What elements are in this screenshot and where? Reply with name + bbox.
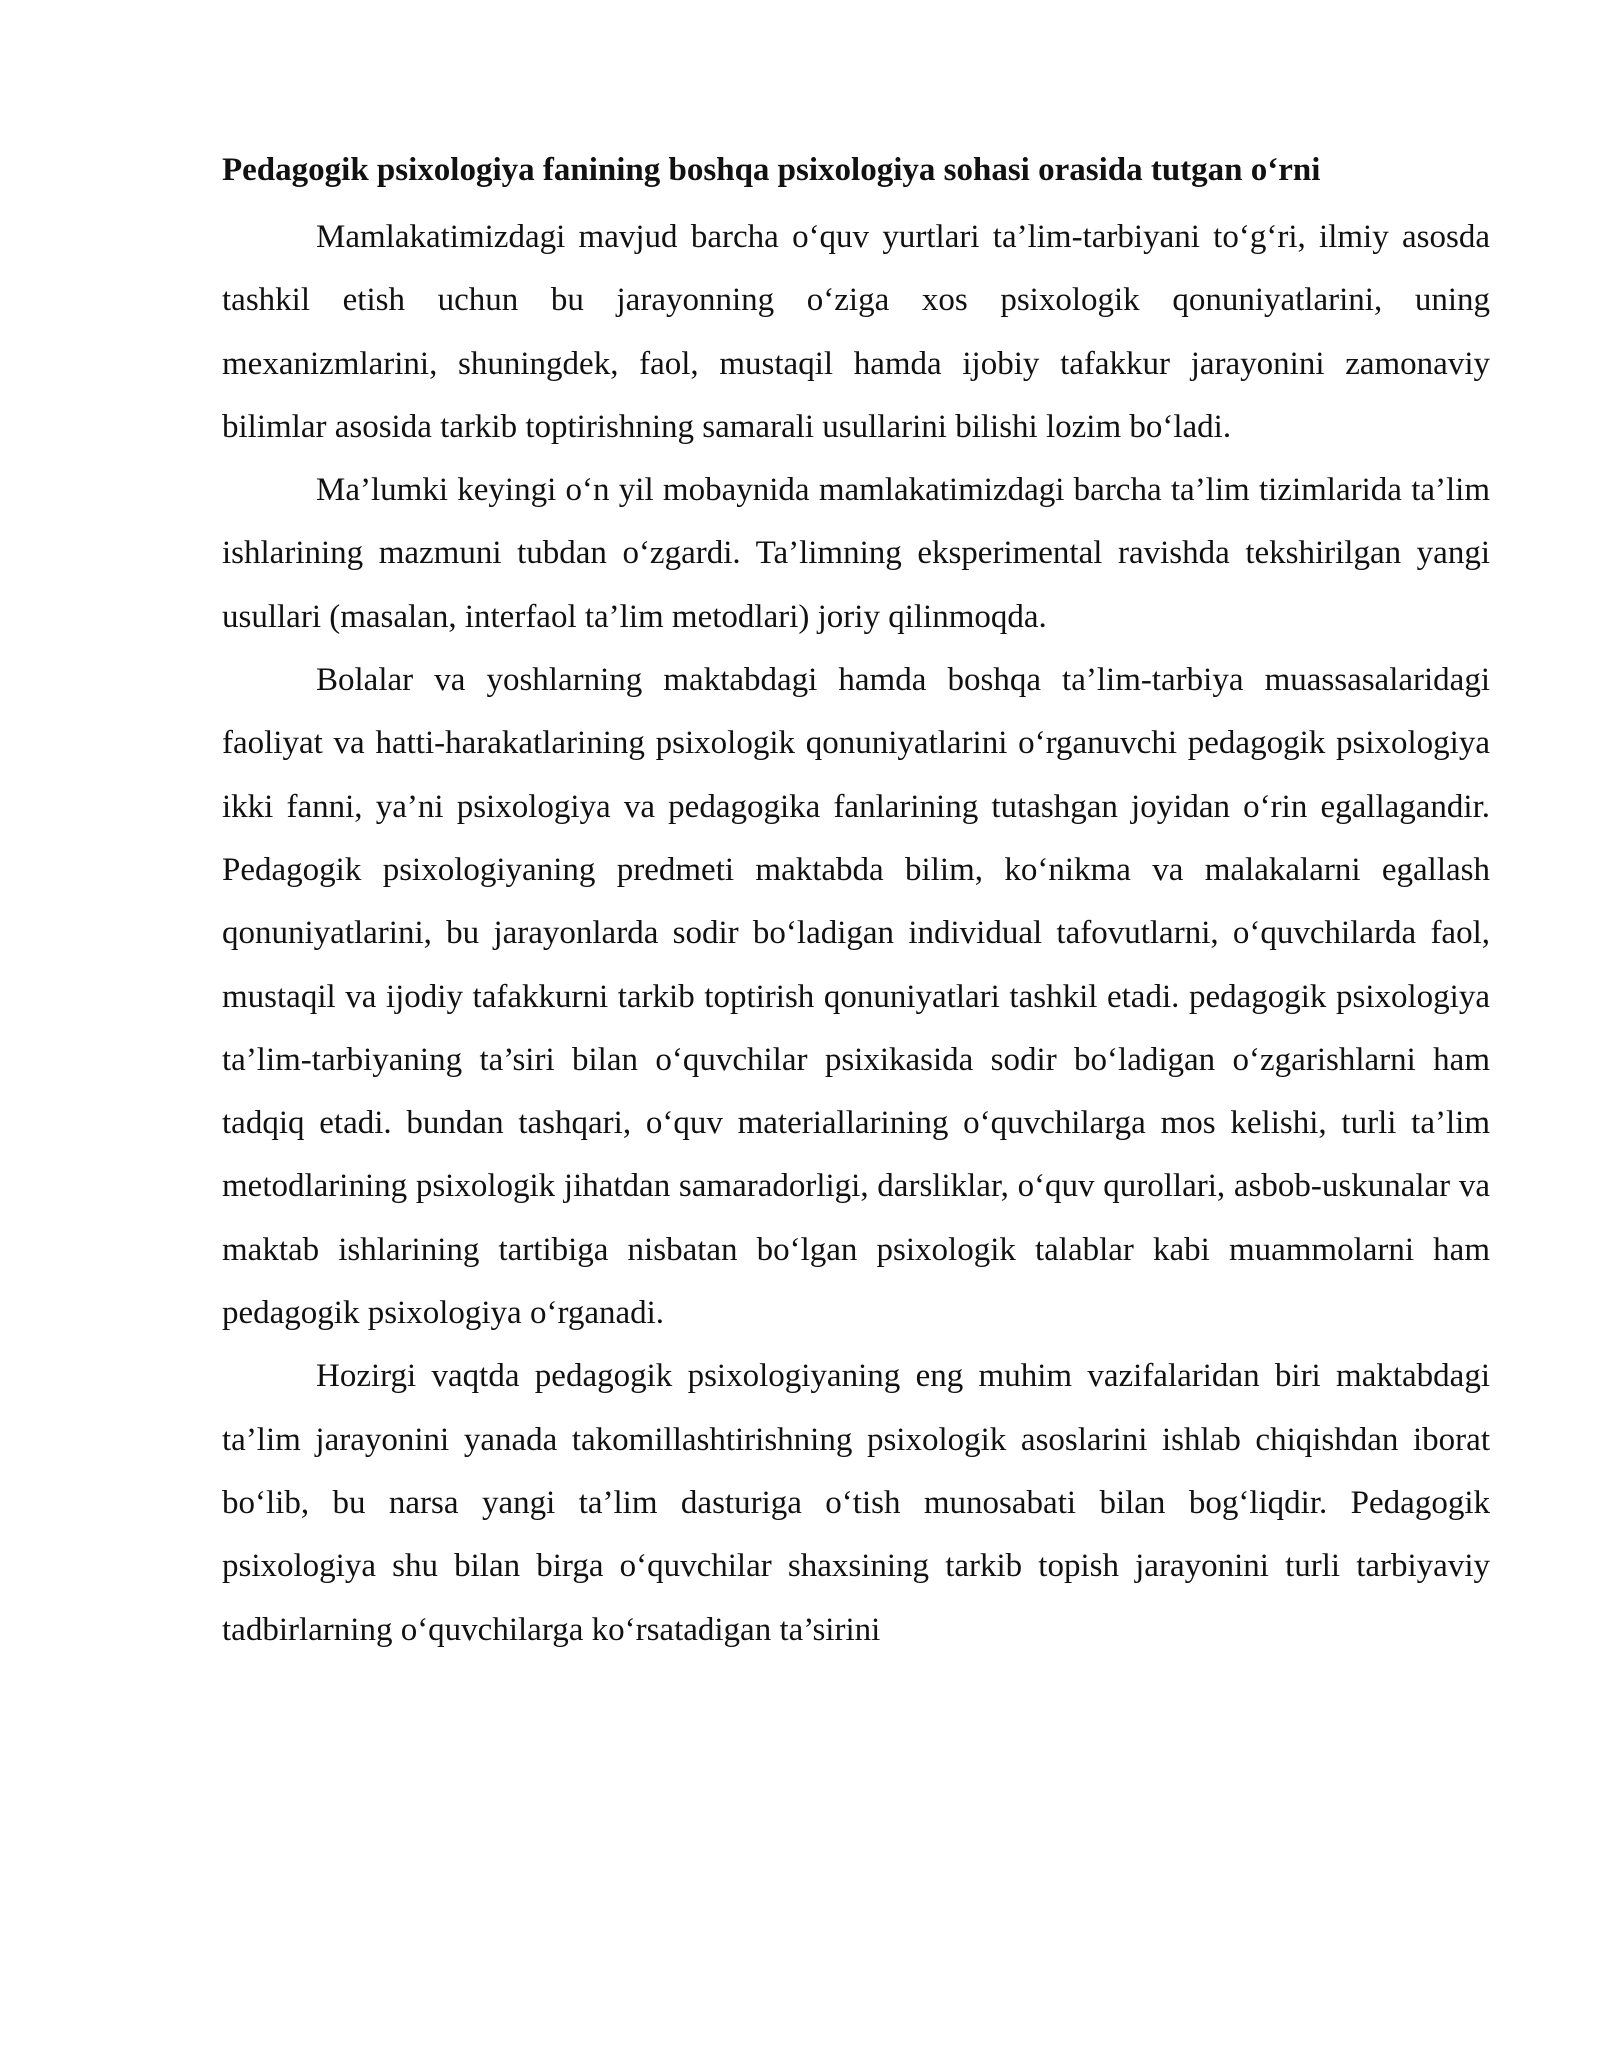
paragraph: Hozirgi vaqtda pedagogik psixologiyaning eng muhim vazifalaridan biri maktabdagi ta’lim jarayonini yanada takomillashtirishning psixologik asoslarini ishlab chiqishdan iborat bo‘lib, bu narsa yangi ta’lim dasturiga o‘tish munosabati bilan bog‘liqdir. Pedagogik psixologiya shu bilan birga o‘quvchilar shaxsining tarkib topish jarayonini turli tarbiyaviy tadbirlarning o‘quvchilarga ko‘rsatadigan ta’sirini [222, 1358, 1490, 1648]
paragraph: Ma’lumki keyingi o‘n yil mobaynida mamlakatimizdagi barcha ta’lim tizimlarida ta’lim ishlarining mazmuni tubdan o‘zgardi. Ta’limning eksperimental ravishda tekshirilgan yangi usullari (masalan, interfaol ta’lim metodlari) joriy qilinmoqda. [222, 472, 1490, 635]
document-page [222, 148, 1490, 1662]
paragraph: Bolalar va yoshlarning maktabdagi hamda boshqa ta’lim-tarbiya muassasalaridagi faoliyat va hatti-harakatlarining psixologik qonuniyatlarini o‘rganuvchi pedagogik psixologiya ikki fanni, ya’ni psixologiya va pedagogika fanlarining tutashgan joyidan o‘rin egallagandir. Pedagogik psixologiyaning predmeti maktabda bilim, ko‘nikma va malakalarni egallash qonuniyatlarini, bu jarayonlarda sodir bo‘ladigan individual tafovutlarni, o‘quvchilarda faol, mustaqil va ijodiy tafakkurni tarkib toptirish qonuniyatlari tashkil etadi. pedagogik psixologiya ta’lim-tarbiyaning ta’siri bilan o‘quvchilar psixikasida sodir bo‘ladigan o‘zgarishlarni ham tadqiq etadi. bundan tashqari, o‘quv materiallarining o‘quvchilarga mos kelishi, turli ta’lim metodlarining psixologik jihatdan samaradorligi, darsliklar, o‘quv qurollari, asbob-uskunalar va maktab ishlarining tartibiga nisbatan bo‘lgan psixologik talablar kabi muammolarni ham pedagogik psixologiya o‘rganadi. [222, 662, 1490, 1332]
document-title: Pedagogik psixologiya fanining boshqa psixologiya sohasi orasida tutgan o‘rni [222, 152, 1321, 188]
paragraph: Mamlakatimizdagi mavjud barcha o‘quv yurtlari ta’lim-tarbiyani to‘g‘ri, ilmiy asosda tashkil etish uchun bu jarayonning o‘ziga xos psixologik qonuniyatlarini, uning mexanizmlarini, shuningdek, faol, mustaqil hamda ijobiy tafakkur jarayonini zamonaviy bilimlar asosida tarkib toptirishning samarali usullarini bilishi lozim bo‘ladi. [222, 219, 1490, 445]
